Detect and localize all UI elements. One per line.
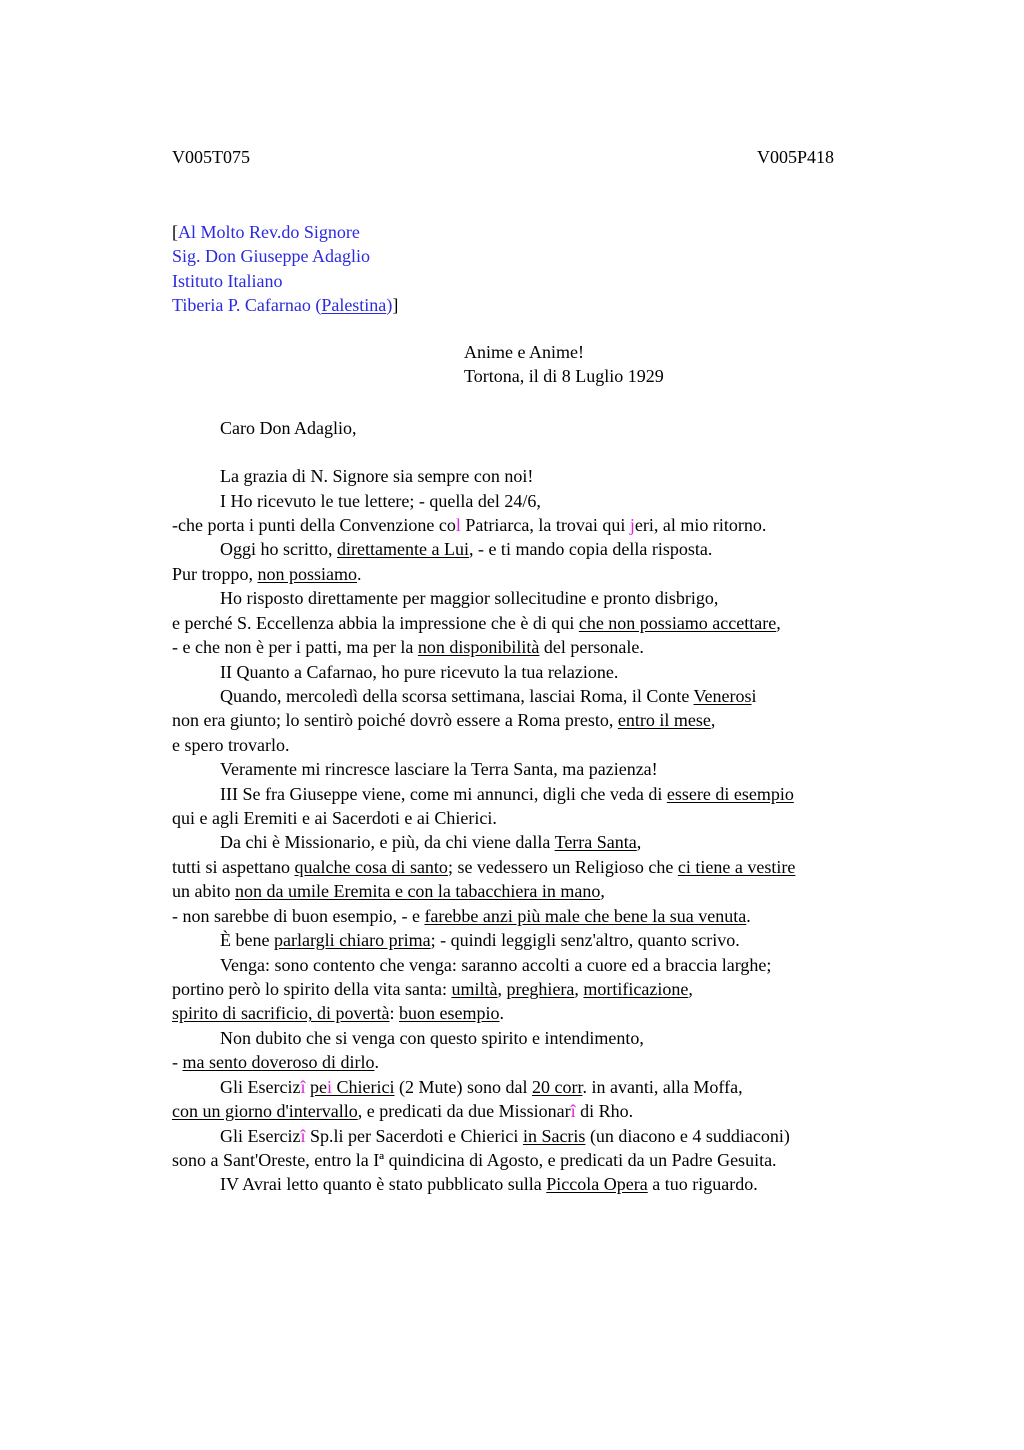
body-line: Gli Esercizî Sp.li per Sacerdoti e Chierici in Sacris (un diacono e 4 suddiaconi) xyxy=(220,1126,790,1146)
body-line: sono a Sant'Oreste, entro la Iª quindicina di Agosto, e predicati da un Padre Gesuita. xyxy=(172,1150,777,1170)
body-line: II Quanto a Cafarnao, ho pure ricevuto la tua relazione. xyxy=(220,662,619,682)
body-line: La grazia di N. Signore sia sempre con noi! xyxy=(220,466,534,486)
body-line: I Ho ricevuto le tue lettere; - quella del 24/6, xyxy=(220,491,541,511)
body-line: e spero trovarlo. xyxy=(172,735,290,755)
body-line: tutti si aspettano qualche cosa di santo; se vedessero un Religioso che ci tiene a vestire xyxy=(172,857,796,877)
body-line: Quando, mercoledì della scorsa settimana, lasciai Roma, il Conte Venerosi xyxy=(220,686,757,706)
document-code-left: V005T075 xyxy=(172,147,250,167)
address-line-4: Tiberia P. Cafarnao (Palestina)] xyxy=(172,295,399,315)
motto: Anime e Anime! xyxy=(464,342,584,362)
body-line: Veramente mi rincresce lasciare la Terra Santa, ma pazienza! xyxy=(220,759,658,779)
body-line: Oggi ho scritto, direttamente a Lui, - e ti mando copia della risposta. xyxy=(220,539,713,559)
body-line: Da chi è Missionario, e più, da chi viene dalla Terra Santa, xyxy=(220,832,642,852)
body-line: Pur troppo, non possiamo. xyxy=(172,564,362,584)
body-line: e perché S. Eccellenza abbia la impressione che è di qui che non possiamo accettare, xyxy=(172,613,781,633)
body-line: Non dubito che si venga con questo spirito e intendimento, xyxy=(220,1028,644,1048)
page-code-right: V005P418 xyxy=(757,147,835,167)
body-line: non era giunto; lo sentirò poiché dovrò essere a Roma presto, entro il mese, xyxy=(172,710,716,730)
body-line: Ho risposto direttamente per maggior sollecitudine e pronto disbrigo, xyxy=(220,588,719,608)
body-line: -che porta i punti della Convenzione col Patriarca, la trovai qui jeri, al mio ritorno. xyxy=(172,515,767,535)
salutation: Caro Don Adaglio, xyxy=(220,418,357,438)
body-line: - e che non è per i patti, ma per la non disponibilità del personale. xyxy=(172,637,644,657)
body-line: Gli Esercizî pei Chierici (2 Mute) sono dal 20 corr. in avanti, alla Moffa, xyxy=(220,1077,743,1097)
address-line-1: [Al Molto Rev.do Signore xyxy=(172,222,360,242)
body-line: Venga: sono contento che venga: saranno accolti a cuore ed a braccia larghe; xyxy=(220,955,772,975)
body-line: - ma sento doveroso di dirlo. xyxy=(172,1052,379,1072)
place-date: Tortona, il di 8 Luglio 1929 xyxy=(464,366,664,386)
address-line-2: Sig. Don Giuseppe Adaglio xyxy=(172,246,370,266)
body-line: - non sarebbe di buon esempio, - e farebbe anzi più male che bene la sua venuta. xyxy=(172,906,751,926)
address-line-3: Istituto Italiano xyxy=(172,271,283,291)
body-line: spirito di sacrificio, di povertà: buon esempio. xyxy=(172,1003,504,1023)
body-line: qui e agli Eremiti e ai Sacerdoti e ai Chierici. xyxy=(172,808,497,828)
body-line: È bene parlargli chiaro prima; - quindi leggigli senz'altro, quanto scrivo. xyxy=(220,930,740,950)
body-line: un abito non da umile Eremita e con la tabacchiera in mano, xyxy=(172,881,605,901)
body-line: con un giorno d'intervallo, e predicati da due Missionarî di Rho. xyxy=(172,1101,634,1121)
body-line: IV Avrai letto quanto è stato pubblicato sulla Piccola Opera a tuo riguardo. xyxy=(220,1174,758,1194)
body-line: portino però lo spirito della vita santa: umiltà, preghiera, mortificazione, xyxy=(172,979,693,999)
body-line: III Se fra Giuseppe viene, come mi annunci, digli che veda di essere di esempio xyxy=(220,784,794,804)
